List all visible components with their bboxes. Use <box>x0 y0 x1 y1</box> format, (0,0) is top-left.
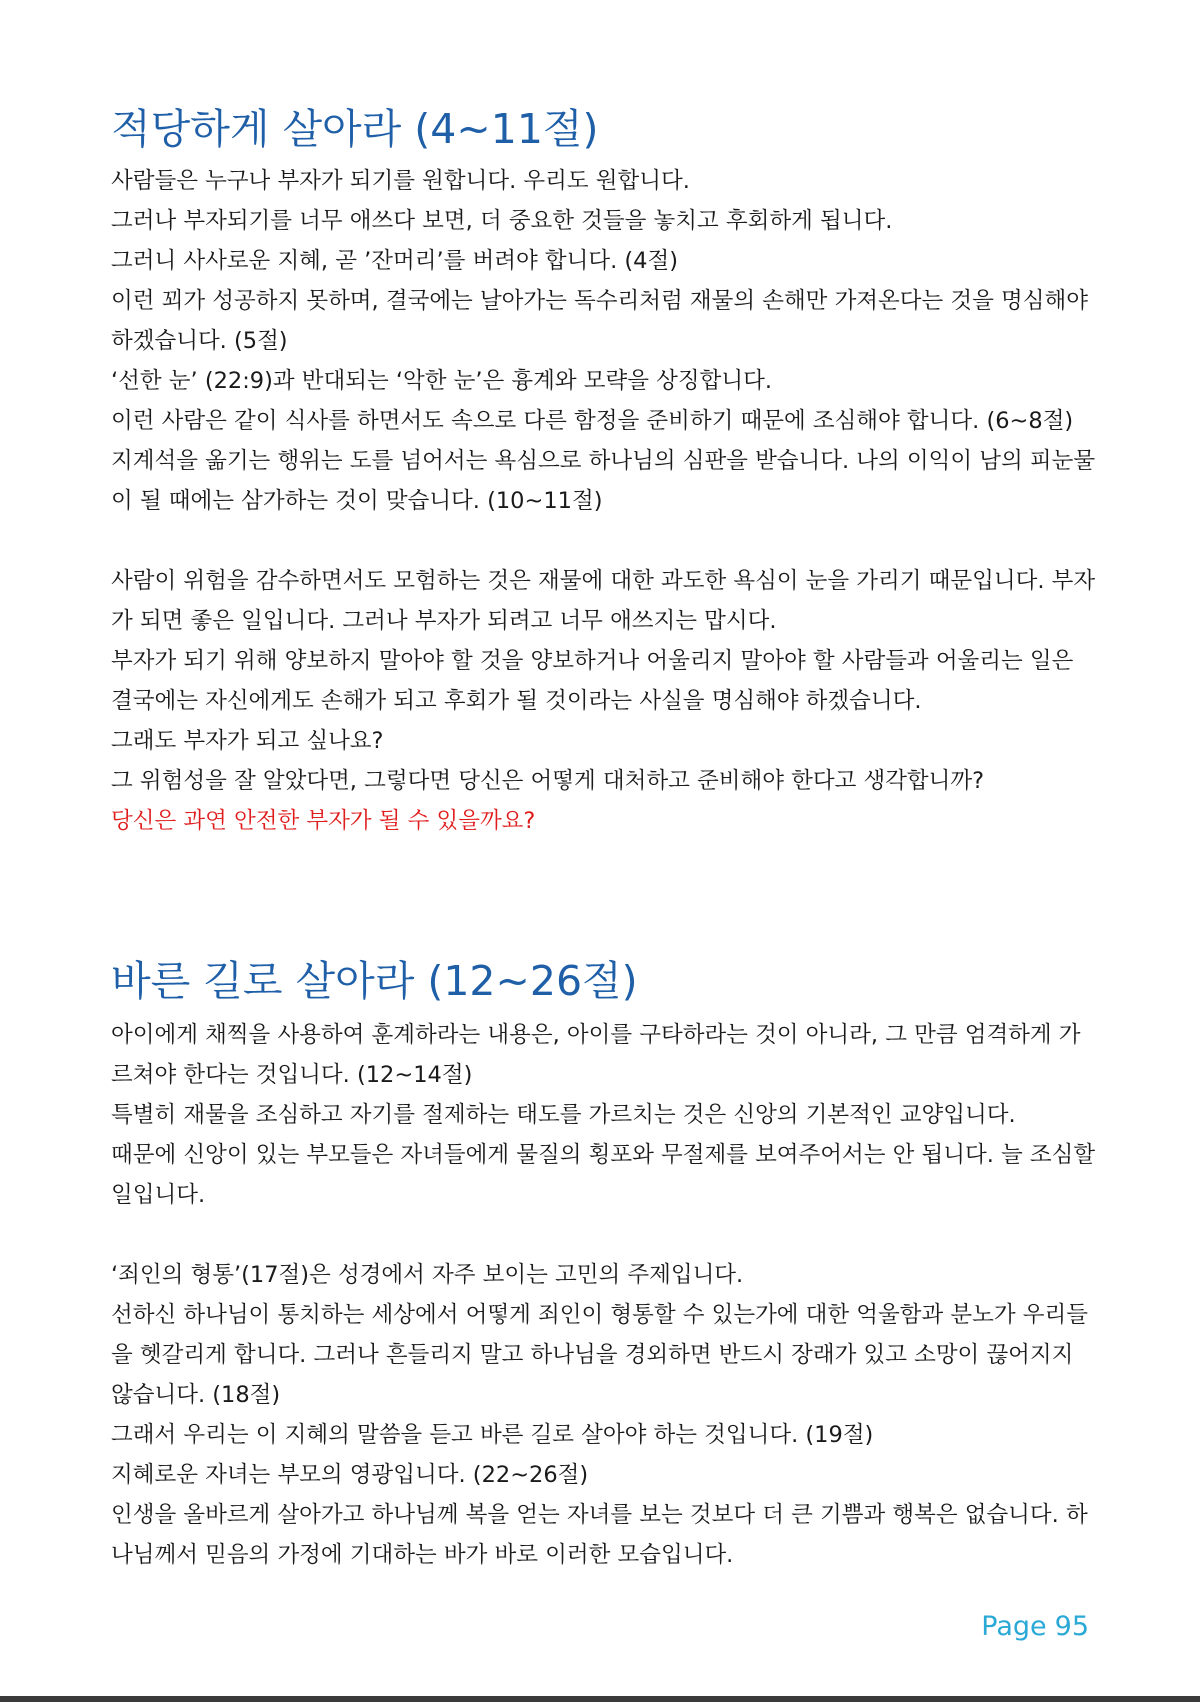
paragraph: 그 위험성을 잘 알았다면, 그렇다면 당신은 어떻게 대처하고 준비해야 한다고 생각합니까? <box>111 768 985 794</box>
paragraph: 특별히 재물을 조심하고 자기를 절제하는 태도를 가르치는 것은 신앙의 기본적인 교양입니다. <box>111 1102 1016 1128</box>
page-number-value: 95 <box>1054 1611 1089 1642</box>
section-title-moderate-life: 적당하게 살아라 (4~11절) <box>111 105 599 153</box>
paragraph-spacer <box>111 1215 1101 1255</box>
paragraph: 그래도 부자가 되고 싶나요? <box>111 728 384 754</box>
paragraph: ‘죄인의 형통’(17절)은 성경에서 자주 보이는 고민의 주제입니다. <box>111 1262 744 1288</box>
paragraph: 사람이 위험을 감수하면서도 모험하는 것은 재물에 대한 과도한 욕심이 눈을 가리기 때문입니다. 부자가 되면 좋은 일입니다. 그러나 부자가 되려고 너무 애쓰지는 맙시다. <box>111 568 1096 634</box>
section-title-right-path: 바른 길로 살아라 (12~26절) <box>111 957 638 1005</box>
paragraph: ‘선한 눈’ (22:9)과 반대되는 ‘악한 눈’은 흉계와 모략을 상징합니다. <box>111 368 772 394</box>
paragraph: 때문에 신앙이 있는 부모들은 자녀들에게 물질의 횡포와 무절제를 보여주어서는 안 됩니다. 늘 조심할 일입니다. <box>111 1142 1096 1208</box>
paragraph: 이런 사람은 같이 식사를 하면서도 속으로 다른 함정을 준비하기 때문에 조심해야 합니다. (6~8절) <box>111 408 1074 434</box>
paragraph: 이런 꾀가 성공하지 못하며, 결국에는 날아가는 독수리처럼 재물의 손해만 가져온다는 것을 명심해야 하겠습니다. (5절) <box>111 288 1088 354</box>
paragraph: 선하신 하나님이 통치하는 세상에서 어떻게 죄인이 형통할 수 있는가에 대한 억울함과 분노가 우리들을 헷갈리게 합니다. 그러나 흔들리지 말고 하나님을 경외하면 반드시 장래가 있고 소망이 끊어지지 않습니다. (18절) <box>111 1302 1088 1408</box>
paragraph: 부자가 되기 위해 양보하지 말아야 할 것을 양보하거나 어울리지 말아야 할 사람들과 어울리는 일은 결국에는 자신에게도 손해가 되고 후회가 될 것이라는 사실을 명심해야 하겠습니다. <box>111 648 1074 714</box>
paragraph: 그러나 부자되기를 너무 애쓰다 보면, 더 중요한 것들을 놓치고 후회하게 됩니다. <box>111 208 893 234</box>
page-number <box>981 1611 1089 1642</box>
bottom-border <box>0 1696 1200 1702</box>
paragraph: 지계석을 옮기는 행위는 도를 넘어서는 욕심으로 하나님의 심판을 받습니다. 나의 이익이 남의 피눈물이 될 때에는 삼가하는 것이 맞습니다. (10~11절) <box>111 448 1096 514</box>
paragraph: 지혜로운 자녀는 부모의 영광입니다. (22~26절) <box>111 1462 589 1488</box>
highlighted-question: 당신은 과연 안전한 부자가 될 수 있을까요? <box>111 808 536 834</box>
paragraph: 인생을 올바르게 살아가고 하나님께 복을 얻는 자녀를 보는 것보다 더 큰 기쁨과 행복은 없습니다. 하나님께서 믿음의 가정에 기대하는 바가 바로 이러한 모습입니다. <box>111 1502 1088 1568</box>
section-body-moderate-life <box>111 161 1101 841</box>
paragraph: 그러니 사사로운 지혜, 곧 ’잔머리’를 버려야 합니다. (4절) <box>111 248 678 274</box>
paragraph: 그래서 우리는 이 지혜의 말씀을 듣고 바른 길로 살아야 하는 것입니다. (19절) <box>111 1422 874 1448</box>
section-body-right-path <box>111 1015 1101 1575</box>
paragraph: 사람들은 누구나 부자가 되기를 원합니다. 우리도 원합니다. <box>111 168 690 194</box>
paragraph: 아이에게 채찍을 사용하여 훈계하라는 내용은, 아이를 구타하라는 것이 아니라, 그 만큼 엄격하게 가르쳐야 한다는 것입니다. (12~14절) <box>111 1022 1081 1088</box>
page-label: Page <box>981 1611 1047 1642</box>
paragraph-spacer <box>111 521 1101 561</box>
